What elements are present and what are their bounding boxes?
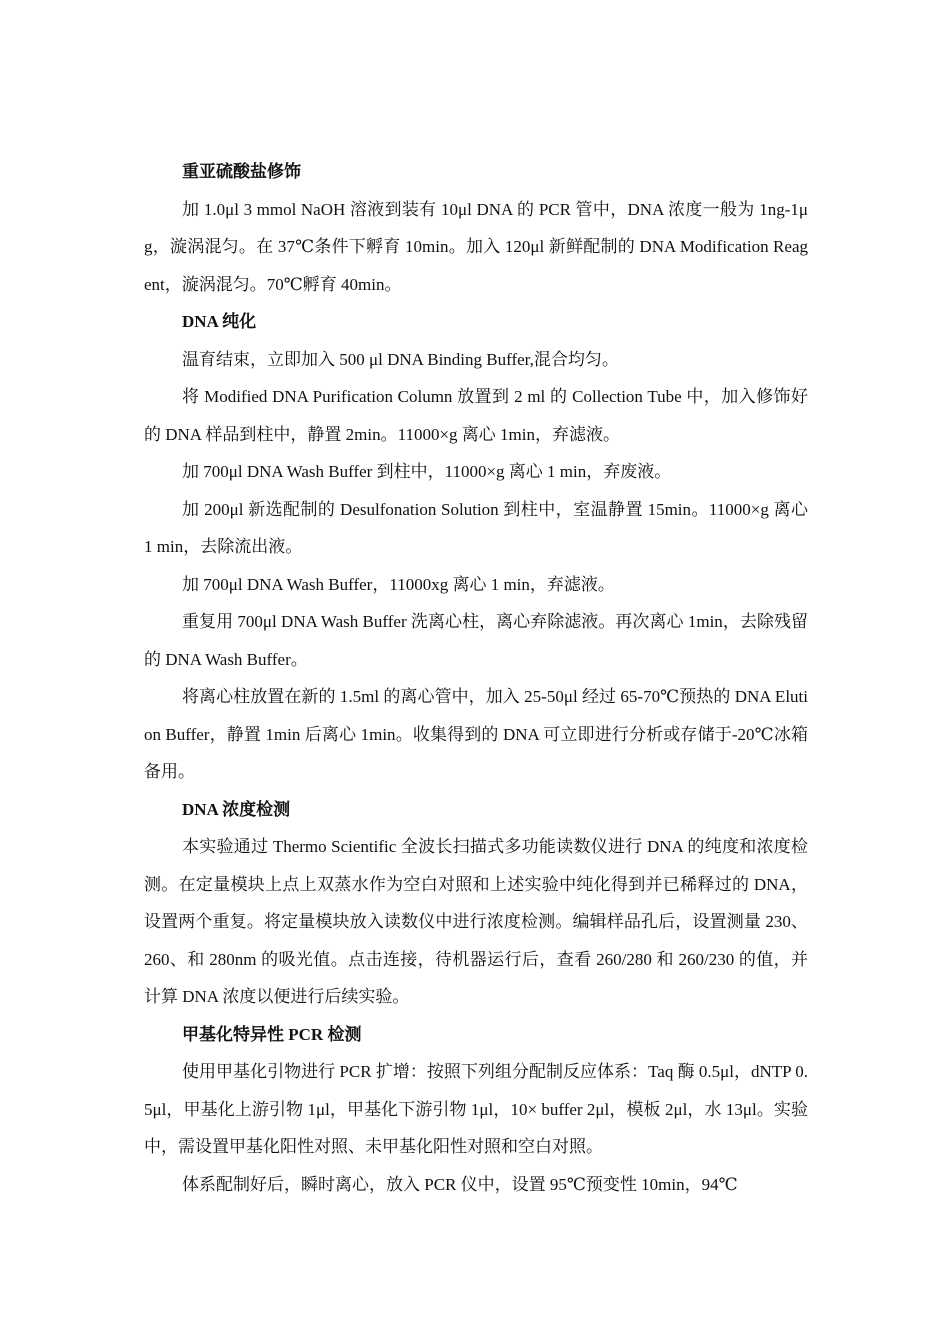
paragraph: 体系配制好后，瞬时离心，放入 PCR 仪中，设置 95℃预变性 10min，94℃ (182, 1174, 738, 1194)
paragraph: 使用甲基化引物进行 PCR 扩增：按照下列组分配制反应体系：Taq 酶 0.5μl，dNTP 0.5μl，甲基化上游引物 1μl，甲基化下游引物 1μl，10× buffer 2μl，模板 2μl，水 13μl。实验中，需设置甲基化阳性对照、未甲基化阳性对照和空白对照。 (144, 1062, 808, 1156)
paragraph: 温育结束，立即加入 500 μl DNA Binding Buffer,混合均匀。 (182, 349, 619, 369)
paragraph: 将 Modified DNA Purification Column 放置到 2 ml 的 Collection Tube 中，加入修饰好的 DNA 样品到柱中，静置 2min。11000×g 离心 1min，弃滤液。 (144, 387, 808, 444)
section-heading-bisulfite-modification: 重亚硫酸盐修饰 (182, 162, 301, 181)
section-heading-dna-purification: DNA 纯化 (182, 312, 257, 331)
paragraph: 本实验通过 Thermo Scientific 全波长扫描式多功能读数仪进行 DNA 的纯度和浓度检测。在定量模块上点上双蒸水作为空白对照和上述实验中纯化得到并已稀释过的 DNA，设置两个重复。将定量模块放入读数仪中进行浓度检测。编辑样品孔后，设置测量 230、260、和 280nm 的吸光值。点击连接，待机器运行后，查看 260/280 和 260/230 的值，并计算 DNA 浓度以便进行后续实验。 (144, 837, 808, 1006)
paragraph: 加 700μl DNA Wash Buffer，11000xg 离心 1 min，弃滤液。 (182, 574, 615, 594)
paragraph: 加 700μl DNA Wash Buffer 到柱中，11000×g 离心 1 min，弃废液。 (182, 462, 672, 481)
paragraph: 加 200μl 新选配制的 Desulfonation Solution 到柱中，室温静置 15min。11000×g 离心 1 min，去除流出液。 (144, 499, 808, 556)
document-body (144, 153, 808, 1203)
paragraph: 加 1.0μl 3 mmol NaOH 溶液到装有 10μl DNA 的 PCR 管中，DNA 浓度一般为 1ng-1μg，漩涡混匀。在 37℃条件下孵育 10min。加入 120μl 新鲜配制的 DNA Modification Reagent，漩涡混匀。70℃孵育 40min。 (144, 199, 808, 294)
paragraph: 将离心柱放置在新的 1.5ml 的离心管中，加入 25-50μl 经过 65-70℃预热的 DNA Elution Buffer，静置 1min 后离心 1min。收集得到的 DNA 可立即进行分析或存储于-20℃冰箱备用。 (144, 687, 808, 781)
paragraph: 重复用 700μl DNA Wash Buffer 洗离心柱，离心弃除滤液。再次离心 1min，去除残留的 DNA Wash Buffer。 (144, 612, 808, 669)
section-heading-methylation-pcr: 甲基化特异性 PCR 检测 (182, 1024, 362, 1044)
section-heading-dna-concentration: DNA 浓度检测 (182, 799, 291, 819)
